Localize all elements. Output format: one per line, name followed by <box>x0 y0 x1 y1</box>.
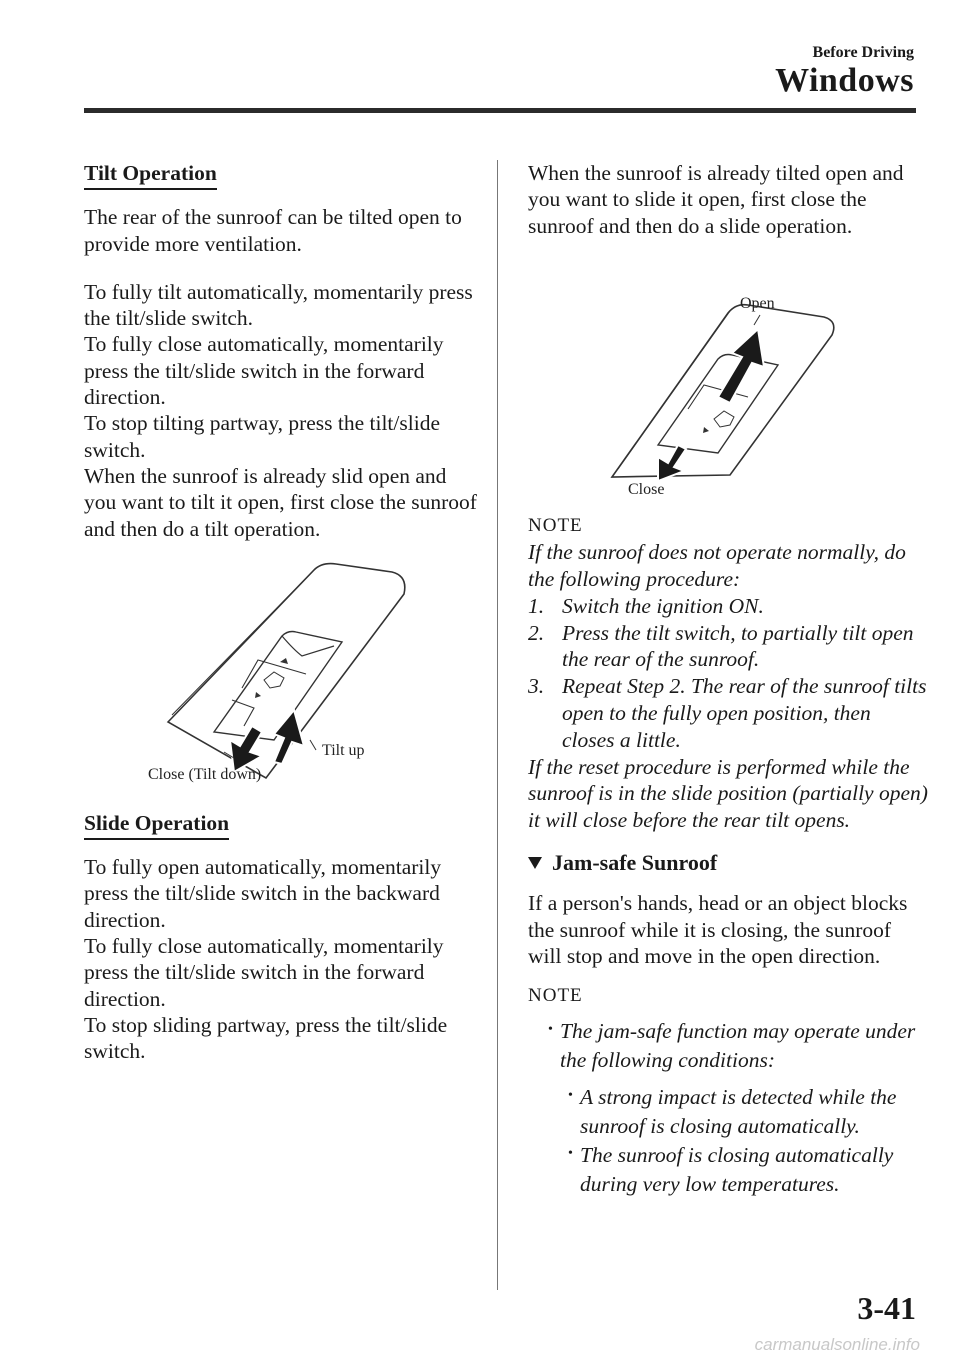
step-text: Press the tilt switch, to partially tilt open the rear of the sunroof. <box>562 620 914 672</box>
tilt-paragraph-1: To fully tilt automatically, momentarily press the tilt/slide switch. <box>84 279 473 331</box>
fig2-label-open: Open <box>740 294 775 312</box>
tilt-switch-figure <box>84 550 484 782</box>
note-heading-2: NOTE <box>528 985 583 1007</box>
jam-safe-heading-text: Jam-safe Sunroof <box>552 849 718 875</box>
bullet-text: The jam-safe function may operate under the following conditions: <box>560 1019 916 1073</box>
right-column <box>528 160 928 1199</box>
slide-intro: When the sunroof is already tilted open and you want to slide it open, first close the sunroof and then do a slide operation. <box>528 161 904 238</box>
header-section-label: Before Driving <box>812 44 914 61</box>
note-step <box>528 673 928 753</box>
slide-switch-illustration <box>528 249 928 481</box>
column-divider <box>497 160 498 1290</box>
step-number: 2. <box>528 620 545 645</box>
slide-paragraph-1: To fully open automatically, momentarily press the tilt/slide switch in the backward direction. <box>84 855 442 932</box>
step-number: 3. <box>528 674 545 699</box>
sub-bullet-text: A strong impact is detected while the sunroof is closing automatically. <box>580 1085 897 1139</box>
bullet-dot-icon: • <box>568 1146 573 1162</box>
fig1-label-close: Close (Tilt down) <box>148 765 262 783</box>
tilt-switch-illustration <box>84 550 484 782</box>
note-1-after: If the reset procedure is performed while the sunroof is in the slide position (partially open) it will close before the rear tilt opens. <box>528 754 928 833</box>
step-number: 1. <box>528 593 545 618</box>
slide-paragraph-2: To fully close automatically, momentarily press the tilt/slide switch in the forward direction. <box>84 934 444 1011</box>
jam-safe-text: If a person's hands, head or an object blocks the sunroof while it is closing, the sunroof will stop and move in the open direction. <box>528 891 908 968</box>
tilt-intro: The rear of the sunroof can be tilted open to provide more ventilation. <box>84 205 462 256</box>
bullet-dot-icon: • <box>568 1088 573 1104</box>
tilt-paragraph-2: To fully close automatically, momentarily press the tilt/slide switch in the forward direction. <box>84 332 444 410</box>
watermark: carmanualsonline.info <box>754 1335 920 1354</box>
note-step <box>528 620 928 674</box>
fig2-label-close: Close <box>628 480 665 498</box>
left-column <box>84 160 484 1065</box>
step-text: Repeat Step 2. The rear of the sunroof tilts open to the fully open position, then closes a little. <box>562 674 927 752</box>
bullet-dot-icon: • <box>548 1022 553 1038</box>
slide-switch-figure <box>528 249 928 498</box>
fig1-label-tilt-up: Tilt up <box>322 741 365 759</box>
bullet-item <box>528 1017 928 1075</box>
note-1-text: If the sunroof does not operate normally, do the following procedure: <box>528 540 906 591</box>
triangle-down-icon <box>528 857 542 869</box>
jam-safe-heading <box>528 850 928 876</box>
slide-paragraph-3: To stop sliding partway, press the tilt/slide switch. <box>84 1012 448 1064</box>
sub-bullet-item <box>528 1083 928 1141</box>
tilt-operation-heading: Tilt Operation <box>84 160 217 190</box>
note-step <box>528 593 928 620</box>
sub-bullet-item <box>528 1141 928 1199</box>
step-text: Switch the ignition ON. <box>562 593 764 618</box>
sub-bullet-text: The sunroof is closing automatically during very low temperatures. <box>580 1143 894 1197</box>
tilt-paragraph-4: When the sunroof is already slid open and you want to tilt it open, first close the sunroof and then do a tilt operation. <box>84 463 477 541</box>
tilt-paragraph-3: To stop tilting partway, press the tilt/slide switch. <box>84 411 440 462</box>
note-heading-1: NOTE <box>528 514 583 536</box>
slide-operation-heading: Slide Operation <box>84 810 229 840</box>
header-rule <box>84 108 916 113</box>
page-number: 3-41 <box>857 1290 916 1326</box>
header-title: Windows <box>775 62 914 99</box>
